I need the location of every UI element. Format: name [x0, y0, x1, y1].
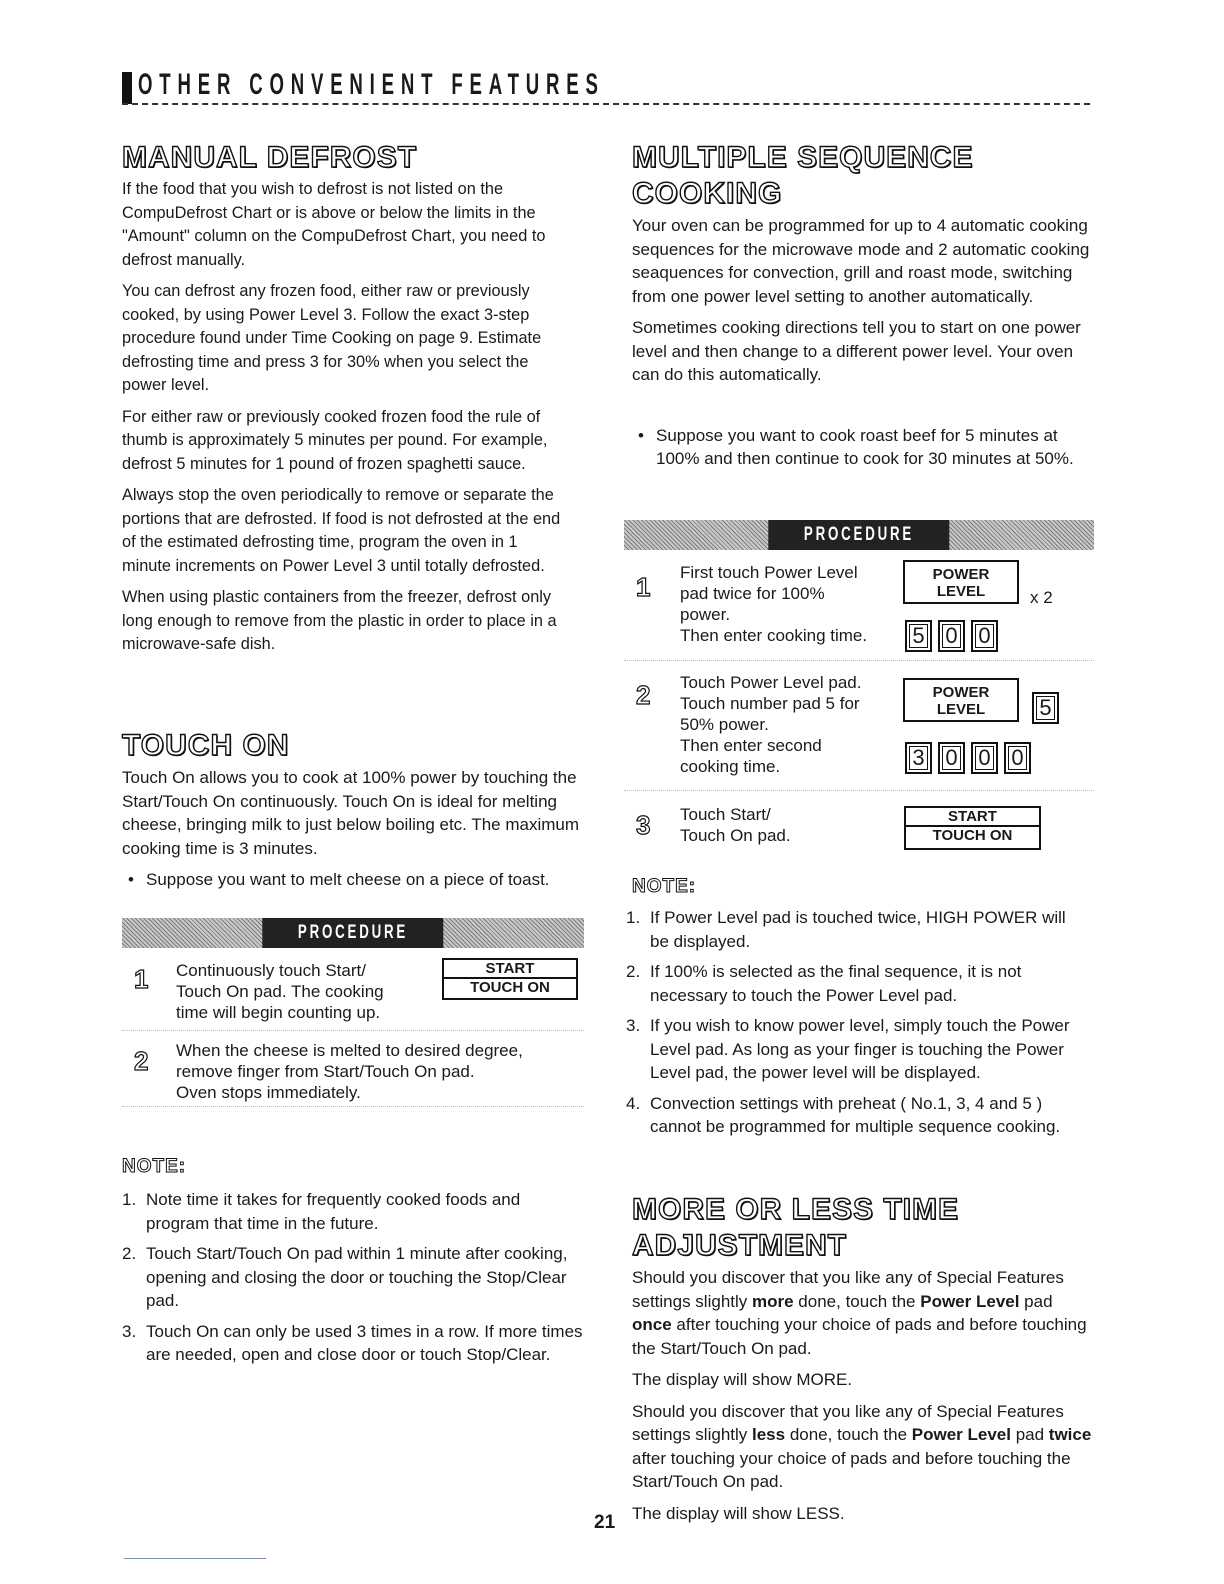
step-line: power.: [680, 605, 731, 624]
multiple-sequence-bullet: • Suppose you want to cook roast beef for 5 minutes at 100% and then continue to cook for 30 minutes at 50%.: [632, 424, 1094, 471]
procedure-banner: [624, 520, 1094, 550]
pad-label-start: START: [906, 808, 1039, 827]
pad-label-level: LEVEL: [936, 701, 986, 718]
step-divider: [624, 660, 1094, 661]
step-line: Then enter second: [680, 736, 822, 755]
pad-label-power: POWER: [932, 684, 990, 701]
header-title: OTHER CONVENIENT FEATURES: [138, 68, 605, 101]
step-line: remove finger from Start/Touch On pad.: [176, 1062, 475, 1081]
manual-defrost-p1: If the food that you wish to defrost is not listed on the CompuDefrost Chart or is above or below the limits in the "Amount" column on the CompuDefrost Chart, you need to defrost manually.: [122, 179, 546, 269]
more-less-p3: Should you discover that you like any of Special Features settings slightly less done, touch the Power Level pad twice after touching your choice of pads and before touching the Start/Touch On pad.: [632, 1401, 1092, 1491]
multiple-sequence-p1: Your oven can be programmed for up to 4 automatic cooking sequences for the microwave mode and 2 automatic cooking seaquences for convection, grill and roast mode, switching from one power level setting to another automatically.: [632, 216, 1090, 306]
manual-defrost-p5: When using plastic containers from the freezer, defrost only long enough to remove from the plastic in order to place in a microwave-safe dish.: [122, 587, 557, 653]
step-line: Touch On pad.: [680, 826, 791, 845]
note-title: NOTE:: [122, 1156, 187, 1177]
touch-on-step2: [176, 1040, 523, 1103]
footer-rule: [124, 1558, 266, 1559]
note-title: NOTE:: [632, 876, 697, 897]
step-line: Touch On pad. The cooking: [176, 982, 384, 1001]
manual-defrost-p2: You can defrost any frozen food, either raw or previously cooked, by using Power Level 3. Follow the exact 3-step procedure found under Time Cooking on page 9. Estimate defrosting time and press 3 for 30% when you select the power level.: [122, 281, 542, 394]
page-number: 21: [594, 1512, 616, 1533]
step-number: 1: [636, 572, 651, 602]
pad-label-touch-on: TOUCH ON: [932, 827, 1013, 844]
step-number: 2: [134, 1046, 149, 1076]
note-item: 1. If Power Level pad is touched twice, HIGH POWER will be displayed.: [626, 908, 1066, 951]
header-bar: [122, 72, 132, 104]
multiple-sequence-p2: Sometimes cooking directions tell you to start on one power level and then change to a different power level. Your oven can do this automatically.: [632, 318, 1081, 384]
power-level-pad[interactable]: [903, 560, 1019, 604]
number-pad-3[interactable]: 3: [905, 742, 932, 774]
manual-defrost-title: MANUAL DEFROST: [122, 141, 418, 174]
step-line: Touch Start/: [680, 805, 771, 824]
step-line: Touch number pad 5 for: [680, 694, 860, 713]
step-number: 2: [636, 680, 651, 710]
manual-defrost-p3: For either raw or previously cooked frozen food the rule of thumb is approximately 5 minutes per pound. For example, defrost 5 minutes for 1 pound of frozen spaghetti sauce.: [122, 406, 548, 473]
number-pad-0[interactable]: 0: [1004, 742, 1031, 774]
note-item: 2. Touch Start/Touch On pad within 1 minute after cooking, opening and closing the door or touching the Stop/Clear pad.: [122, 1244, 568, 1310]
multiple-sequence-step3: [680, 804, 791, 846]
note-item: 2. If 100% is selected as the final sequence, it is not necessary to touch the Power Level pad.: [626, 962, 1022, 1005]
more-less-p4: The display will show LESS.: [632, 1503, 845, 1523]
more-less-title: MORE OR LESS TIME ADJUSTMENT: [632, 1193, 960, 1262]
note-item: 3. If you wish to know power level, simply touch the Power Level pad. As long as your finger is touching the Power Level pad, the power level will be displayed.: [626, 1016, 1070, 1082]
pad-label-touch-on: TOUCH ON: [470, 979, 550, 996]
note-item: 3. Touch On can only be used 3 times in a row. If more times are needed, open and close door or touch Stop/Clear.: [122, 1321, 583, 1364]
multiple-sequence-title: MULTIPLE SEQUENCE COOKING: [632, 141, 974, 210]
start-touch-on-pad[interactable]: [442, 958, 578, 1000]
left-column: [122, 140, 584, 656]
step-number: 3: [636, 810, 651, 840]
touch-on-procedure: [122, 918, 584, 1103]
step-line: When the cheese is melted to desired degree,: [176, 1041, 523, 1060]
step-line: Then enter cooking time.: [680, 626, 868, 645]
step-divider: [122, 1106, 584, 1107]
procedure-label: PROCEDURE: [297, 922, 409, 943]
number-pad-5[interactable]: 5: [905, 620, 932, 652]
step-line: Touch Power Level pad.: [680, 673, 862, 692]
touch-on-section: [122, 728, 584, 892]
procedure-banner: [122, 918, 584, 948]
number-pad-0[interactable]: 0: [971, 742, 998, 774]
step-divider: [122, 1030, 584, 1031]
number-pad-5[interactable]: 5: [1032, 692, 1059, 724]
number-pad-0[interactable]: 0: [938, 742, 965, 774]
touch-on-step1: [176, 960, 384, 1023]
note-item: 1. Note time it takes for frequently cooked foods and program that time in the future.: [122, 1190, 521, 1233]
header-rule: [122, 103, 1090, 105]
number-pad-0[interactable]: 0: [938, 620, 965, 652]
touch-on-bullet: • Suppose you want to melt cheese on a piece of toast.: [122, 868, 584, 892]
power-level-pad[interactable]: [903, 678, 1019, 722]
step-line: cooking time.: [680, 757, 781, 776]
right-column: [632, 140, 1094, 471]
pad-label-level: LEVEL: [936, 583, 986, 600]
step-line: First touch Power Level: [680, 563, 858, 582]
more-less-p2: The display will show MORE.: [632, 1370, 853, 1389]
note-item: 4. Convection settings with preheat ( No.1, 3, 4 and 5 ) cannot be programmed for multiple sequence cooking.: [626, 1093, 1061, 1136]
step-divider: [624, 790, 1094, 791]
step-line: pad twice for 100%: [680, 584, 825, 603]
step-line: Continuously touch Start/: [176, 961, 366, 980]
multiple-sequence-step1: [680, 562, 867, 646]
pad-label-power: POWER: [932, 566, 990, 583]
step-number: 1: [134, 964, 149, 994]
touch-on-title: TOUCH ON: [122, 729, 290, 762]
more-less-p1: Should you discover that you like any of Special Features settings slightly more done, touch the Power Level pad once after touching your choice of pads and before touching the Start/Touch On pad.: [632, 1268, 1087, 1358]
number-pad-0[interactable]: 0: [971, 620, 998, 652]
touch-on-notes: [122, 1156, 584, 1374]
procedure-label: PROCEDURE: [803, 524, 915, 545]
multiple-sequence-notes: [626, 876, 1094, 1146]
manual-defrost-p4: Always stop the oven periodically to remove or separate the portions that are defrosted. If food is not defrosted at the end of the estimated defrosting time, program the oven in 1 minute increments on Power Level 3 until totally defrosted.: [122, 485, 561, 575]
multiple-sequence-step2: [680, 672, 861, 777]
step-line: time will begin counting up.: [176, 1003, 381, 1022]
step-line: Oven stops immediately.: [176, 1083, 361, 1102]
times-two-label: x 2: [1030, 588, 1053, 607]
more-less-section: [632, 1192, 1094, 1525]
step-line: 50% power.: [680, 715, 769, 734]
page-header: [122, 66, 1090, 106]
start-touch-on-pad[interactable]: [904, 806, 1041, 850]
pad-label-start: START: [444, 960, 576, 979]
touch-on-intro: Touch On allows you to cook at 100% power by touching the Start/Touch On continuously. Touch On is ideal for melting cheese, bringing milk to just below boiling etc. The maximum cooking time is 3 minutes.: [122, 768, 580, 858]
multiple-sequence-procedure: [624, 520, 1094, 860]
